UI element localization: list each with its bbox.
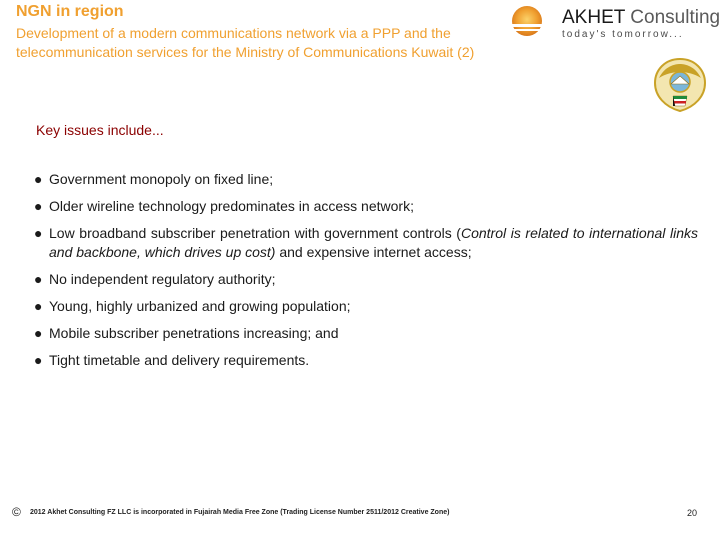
footer-legal-text: 2012 Akhet Consulting FZ LLC is incorporated in Fujairah Media Free Zone (Trading License Number 2511/2012 Creative Zone) xyxy=(30,509,450,516)
bullet-icon: ● xyxy=(34,225,43,241)
slide-title: NGN in region xyxy=(16,3,124,20)
sunrise-logo-icon xyxy=(506,4,548,37)
list-item xyxy=(34,224,698,262)
bullet-icon: ● xyxy=(34,198,43,214)
list-item xyxy=(34,297,698,316)
issue-text-lead: Low broadband subscriber penetration with government controls ( xyxy=(49,225,461,241)
key-issues-heading: Key issues include... xyxy=(36,122,164,138)
logo-wordmark xyxy=(562,7,720,29)
page-number: 20 xyxy=(687,508,698,518)
list-item xyxy=(34,270,698,289)
issue-text xyxy=(49,225,698,260)
issue-text: Government monopoly on fixed line; xyxy=(49,171,274,187)
issue-text: Mobile subscriber penetrations increasing; and xyxy=(49,325,339,341)
issue-text-italic: Control is related to international links and backbone, which drives up cost) xyxy=(49,225,698,260)
copyright-icon: © xyxy=(12,505,21,519)
issue-text: Older wireline technology predominates in access network; xyxy=(49,198,414,214)
bullet-icon: ● xyxy=(34,171,43,187)
bullet-icon: ● xyxy=(34,352,43,368)
akhet-logo xyxy=(492,2,718,42)
list-item xyxy=(34,324,698,343)
logo-brand-rest: Consulting xyxy=(625,7,720,28)
issue-text: No independent regulatory authority; xyxy=(49,271,276,287)
list-item xyxy=(34,197,698,216)
bullet-icon: ● xyxy=(34,298,43,314)
issue-text: Young, highly urbanized and growing population; xyxy=(49,298,351,314)
logo-brand: AKHET xyxy=(562,7,626,28)
kuwait-coat-of-arms-icon xyxy=(651,56,709,114)
bullet-icon: ● xyxy=(34,271,43,287)
issue-text-tail: and expensive internet access; xyxy=(275,244,472,260)
logo-tagline: today's tomorrow... xyxy=(562,29,684,40)
list-item xyxy=(34,351,698,370)
issues-list xyxy=(34,170,698,378)
bullet-icon: ● xyxy=(34,325,43,341)
list-item xyxy=(34,170,698,189)
issue-text: Tight timetable and delivery requirements. xyxy=(49,352,310,368)
slide-subtitle: Development of a modern communications network via a PPP and the telecommunication services for the Ministry of Communications Kuwait (2) xyxy=(16,25,475,60)
